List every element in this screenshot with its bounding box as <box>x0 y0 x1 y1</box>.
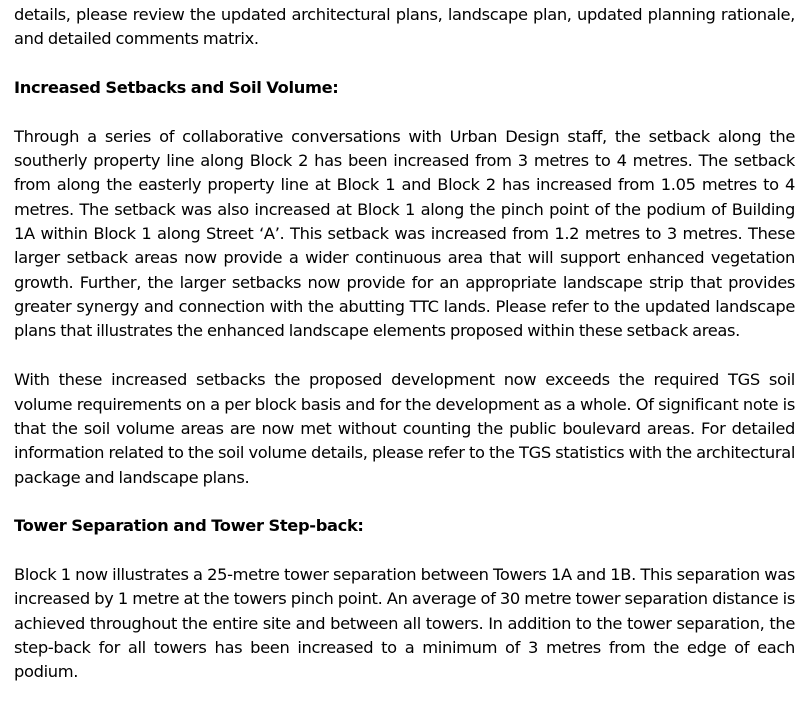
tower-separation-paragraph: Block 1 now illustrates a 25-metre tower separation between Towers 1A and 1B. This separation was increased by 1 metre at the towers pinch point. An average of 30 metre tower separation distance is achieved throughout the entire site and between all towers. In addition to the tower separation, the step-back for all towers has been increased to a minimum of 3 metres from the edge of each podium. <box>14 564 795 682</box>
document-body <box>14 3 795 685</box>
intro-paragraph: details, please review the updated architectural plans, landscape plan, updated planning rationale, and detailed comments matrix. <box>14 5 795 49</box>
soil-volume-paragraph: With these increased setbacks the proposed development now exceeds the required TGS soil volume requirements on a per block basis and for the development as a whole. Of significant note is that the soil volume areas are now met without counting the public boulevard areas. For detailed information related to the soil volume details, please refer to the TGS statistics with the architectural package and landscape plans. <box>14 370 795 487</box>
section-heading-tower-separation: Tower Separation and Tower Step-back: <box>14 516 364 536</box>
setbacks-paragraph: Through a series of collaborative conversations with Urban Design staff, the setback along the southerly property line along Block 2 has been increased from 3 metres to 4 metres. The setback from along the easterly property line at Block 1 and Block 2 has increased from 1.05 metres to 4 metres. The setback was also increased at Block 1 along the pinch point of the podium of Building 1A within Block 1 along Street ‘A’. This setback was increased from 1.2 metres to 3 metres. These larger setback areas now provide a wider continuous area that will support enhanced vegetation growth. Further, the larger setbacks now provide for an appropriate landscape strip that provides greater synergy and connection with the abutting TTC lands. Please refer to the updated landscape plans that illustrates the enhanced landscape elements proposed within these setback areas. <box>14 126 795 341</box>
section-heading-setbacks: Increased Setbacks and Soil Volume: <box>14 78 339 98</box>
